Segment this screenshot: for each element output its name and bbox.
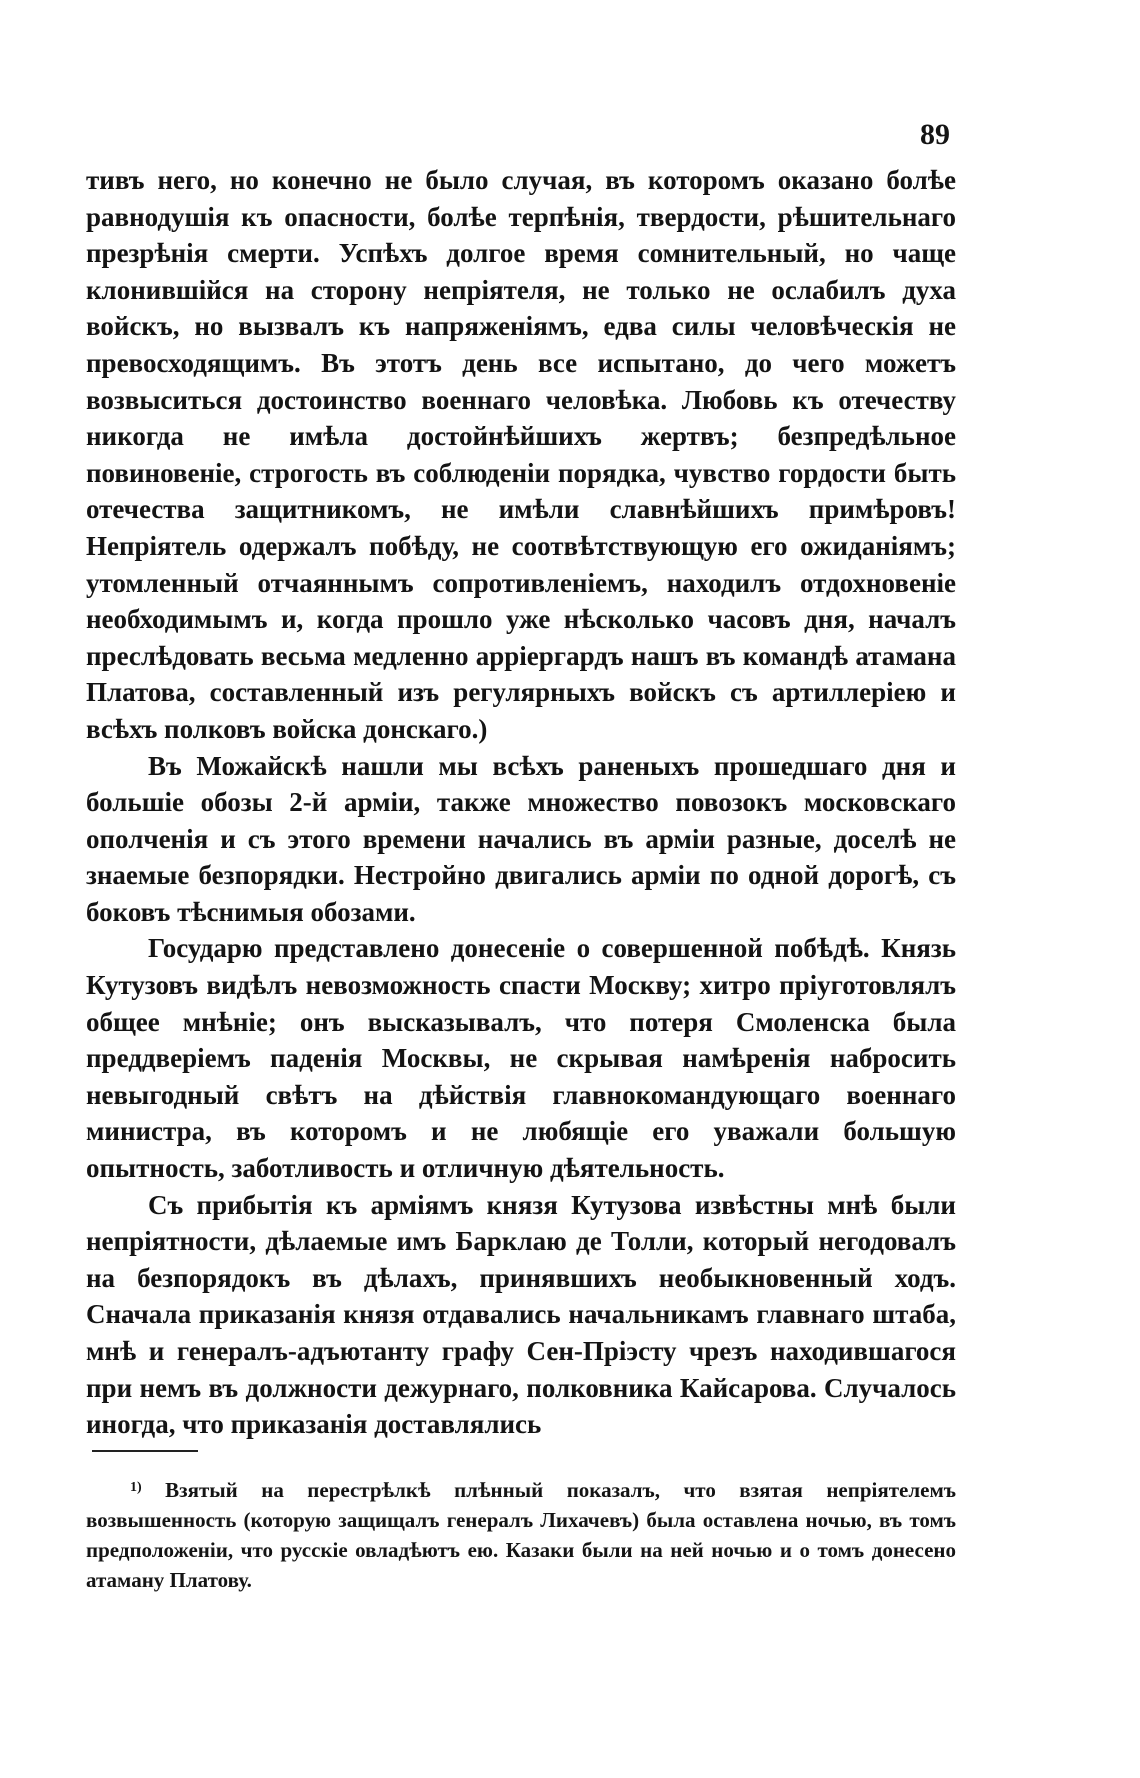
body-text	[86, 162, 956, 1443]
footnote-marker: 1)	[130, 1480, 142, 1495]
footnote	[86, 1473, 956, 1595]
paragraph: Съ прибытія къ арміямъ князя Кутузова извѣстны мнѣ были непріятности, дѣлаемые имъ Барклаю де Толли, который негодовалъ на безпорядокъ въ дѣлахъ, принявшихъ необыкновенный ходъ. Сначала приказанія князя отдавались начальникамъ главнаго штаба, мнѣ и генералъ-адъютанту графу Сен-Пріэсту чрезъ находившагося при немъ въ должности дежурнаго, полковника Кайсарова. Случалось иногда, что приказанія доставлялись	[86, 1189, 956, 1440]
footnote-text: Взятый на перестрѣлкѣ плѣнный показалъ, что взятая непріятелемъ возвышенность (которую защищалъ генералъ Лихачевъ) была оставлена ночью, въ томъ предположеніи, что русскіе овладѣютъ ею. Казаки были на ней ночью и о томъ донесено атаману Платову.	[86, 1478, 957, 1592]
footnote-divider	[92, 1450, 198, 1452]
page-number: 89	[920, 118, 950, 151]
paragraph: тивъ него, но конечно не было случая, въ которомъ оказано болѣе равнодушія къ опасности, болѣе терпѣнія, твердости, рѣшительнаго презрѣнія смерти. Успѣхъ долгое время сомнительный, но чаще клонившійся на сторону непріятеля, не только не ослабилъ духа войскъ, но вызвалъ къ напряженіямъ, едва силы человѣческія не превосходящимъ. Въ этотъ день все испытано, до чего можетъ возвыситься достоинство военнаго человѣка. Любовь къ отечеству никогда не имѣла достойнѣйшихъ жертвъ; безпредѣльное повиновеніе, строгость въ соблюденіи порядка, чувство гордости быть отечества защитникомъ, не имѣли славнѣйшихъ примѣровъ! Непріятель одержалъ побѣду, не соотвѣтствующую его ожиданіямъ; утомленный отчаяннымъ сопротивленіемъ, находилъ отдохновеніе необходимымъ и, когда прошло уже нѣсколько часовъ дня, началъ преслѣдовать весьма медленно аррiергардъ нашъ въ командѣ атамана Платова, составленный изъ регулярныхъ войскъ съ артиллеріею и всѣхъ полковъ войска донскаго.)	[86, 165, 956, 744]
paragraph: Государю представлено донесеніе о совершенной побѣдѣ. Князь Кутузовъ видѣлъ невозможность спасти Москву; хитро пріуготовлялъ общее мнѣніе; онъ высказывалъ, что потеря Смоленска была преддверіемъ паденія Москвы, не скрывая намѣренія набросить невыгодный свѣтъ на дѣйствія главнокомандующаго военнаго министра, въ которомъ и не любящіе его уважали большую опытность, заботливость и отличную дѣятельность.	[86, 933, 956, 1184]
paragraph: Въ Можайскѣ нашли мы всѣхъ раненыхъ прошедшаго дня и большіе обозы 2-й арміи, также множество повозокъ московскаго ополченія и съ этого времени начались въ арміи разные, доселѣ не знаемые безпорядки. Нестройно двигались арміи по одной дорогѣ, съ боковъ тѣснимыя обозами.	[86, 750, 956, 927]
